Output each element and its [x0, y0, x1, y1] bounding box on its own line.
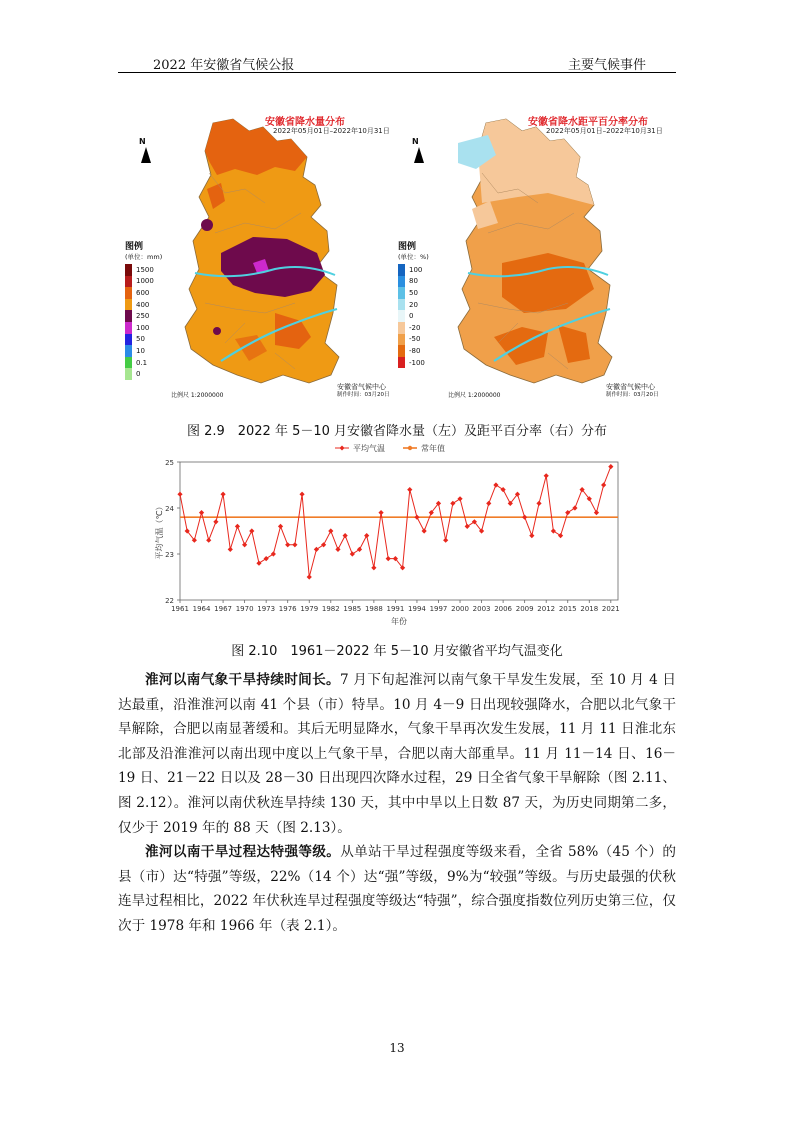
- legend-title: 图例: [398, 242, 417, 252]
- precipitation-anomaly-map: [398, 113, 670, 403]
- x-tick-label: 1988: [364, 605, 383, 613]
- x-tick-label: 1982: [321, 605, 340, 613]
- legend-swatch: [398, 264, 405, 276]
- legend-label: 50: [409, 288, 418, 297]
- legend-item: [398, 357, 458, 369]
- data-point: [343, 533, 348, 538]
- data-point: [551, 528, 556, 533]
- page-number: 13: [389, 1041, 405, 1055]
- legend-swatch: [125, 345, 132, 357]
- map-right-legend: [398, 239, 458, 368]
- x-tick-label: 1964: [192, 605, 211, 613]
- legend-unit: (单位：%): [398, 253, 429, 261]
- page-header: [118, 52, 676, 74]
- data-point: [271, 551, 276, 556]
- legend-swatch: [125, 322, 132, 334]
- credit-time: 制作时间：03月20日: [337, 392, 390, 398]
- data-point: [314, 547, 319, 552]
- para1-text: 7 月下旬起淮河以南气象干旱发生发展，至 10 月 4 日达最重，沿淮淮河以南 41 个县（市）特旱。10 月 4－9 日出现较强降水，合肥以北气象干旱解除，合肥以南显著缓和。其后无明显降水，气象干旱再次发生发展，11 月 11 日淮北东北部及沿淮淮河以南出现中度以上气象干旱，合肥以南大部重旱。11 月 11－14 日、16－19 日、21－22 日以及 28－30 日出现四次降水过程，29 日全省气象干旱解除（图 2.11、图 2.12）。淮河以南伏秋连旱持续 130 天，其中中旱以上日数 87 天，为历史同期第二多，仅少于 2019 年的 88 天（图 2.13）。: [118, 672, 677, 836]
- legend-item: [125, 368, 185, 380]
- data-point: [608, 464, 613, 469]
- data-point: [501, 487, 506, 492]
- legend-marker-mean: [340, 446, 345, 451]
- data-point: [357, 547, 362, 552]
- y-tick-label: 25: [165, 459, 174, 467]
- para2-text: 从单站干旱过程强度等级来看，全省 58%（45 个）的县（市）达“特强”等级，22%（14 个）达“强”等级，9%为“较强”等级。与历史最强的伏秋连旱过程相比，2022 年伏秋连旱过程强度等级达“特强”，综合强度指数位列历史第三位，仅次于 1978 年和 1966 年（表 2.1）。: [118, 844, 676, 934]
- x-tick-label: 2000: [451, 605, 469, 613]
- legend-label: 1500: [136, 265, 154, 274]
- legend-label: 0.1: [136, 358, 148, 367]
- data-point: [422, 528, 427, 533]
- map-left-scale: 比例尺 1:2000000: [171, 392, 224, 399]
- legend-label-normal: 常年值: [421, 444, 445, 453]
- legend-item: [398, 299, 458, 311]
- legend-item: [125, 322, 185, 334]
- legend-swatch: [398, 287, 405, 299]
- legend-label: 400: [136, 300, 150, 309]
- legend-swatch: [398, 357, 405, 369]
- legend-item: [398, 322, 458, 334]
- credit-time: 制作时间：03月20日: [606, 392, 659, 398]
- legend-swatch: [398, 345, 405, 357]
- legend-unit: (单位：mm): [125, 253, 163, 261]
- legend-label: 1000: [136, 277, 154, 286]
- legend-label: 0: [136, 370, 141, 379]
- legend-item: [398, 287, 458, 299]
- legend-label: 0: [409, 312, 414, 321]
- legend-item: [398, 276, 458, 288]
- x-tick-label: 2006: [494, 605, 513, 613]
- data-point: [594, 510, 599, 515]
- x-tick-label: 1973: [257, 605, 276, 613]
- y-tick-label: 23: [165, 551, 174, 559]
- legend-swatch: [398, 299, 405, 311]
- data-point: [601, 482, 606, 487]
- data-point: [364, 533, 369, 538]
- data-point: [443, 538, 448, 543]
- para2-lead: 淮河以南干旱过程达特强等级。: [145, 844, 341, 861]
- data-point: [256, 561, 261, 566]
- legend-item: [125, 310, 185, 322]
- legend-label: -100: [409, 358, 425, 367]
- data-point: [414, 515, 419, 520]
- data-point: [299, 492, 304, 497]
- x-tick-label: 2012: [537, 605, 556, 613]
- data-point: [264, 556, 269, 561]
- figure-2-10-caption: 图 2.10 1961－2022 年 5－10 月安徽省平均气温变化: [231, 644, 563, 659]
- x-tick-label: 1994: [408, 605, 426, 613]
- data-point: [199, 510, 204, 515]
- legend-item: [125, 299, 185, 311]
- y-tick-label: 24: [165, 505, 174, 513]
- temperature-chart-svg: [150, 440, 630, 635]
- x-tick-label: 1967: [214, 605, 232, 613]
- map-right-credit: [606, 383, 659, 399]
- data-point: [558, 533, 563, 538]
- legend-label: -80: [409, 346, 421, 355]
- data-point: [407, 487, 412, 492]
- north-arrow: N: [139, 137, 146, 146]
- figure-2-9-caption: 图 2.9 2022 年 5－10 月安徽省降水量（左）及距平百分率（右）分布: [186, 424, 608, 439]
- x-tick-label: 1961: [171, 605, 189, 613]
- map-right-subtitle: 2022年05月01日–2022年10月31日: [546, 127, 663, 135]
- map-right-title: 安徽省降水距平百分率分布: [528, 117, 648, 128]
- data-point: [307, 574, 312, 579]
- data-point: [321, 542, 326, 547]
- data-point: [378, 510, 383, 515]
- paragraph-drought-intensity: [118, 840, 676, 938]
- data-point: [350, 551, 355, 556]
- legend-item: [125, 276, 185, 288]
- data-point: [206, 538, 211, 543]
- data-point: [457, 496, 462, 501]
- legend-swatch: [125, 368, 132, 380]
- x-tick-label: 2021: [601, 605, 620, 613]
- data-point: [572, 505, 577, 510]
- legend-swatch: [125, 310, 132, 322]
- legend-item: [398, 334, 458, 346]
- legend-label: 100: [136, 323, 150, 332]
- legend-item: [125, 264, 185, 276]
- x-tick-label: 1976: [278, 605, 297, 613]
- paragraph-drought-duration: [118, 668, 676, 840]
- data-point: [465, 524, 470, 529]
- legend-label: 80: [409, 277, 418, 286]
- legend-swatch: [125, 299, 132, 311]
- header-left: 2022 年安徽省气候公报: [153, 58, 295, 73]
- header-rule: [118, 72, 676, 73]
- legend-item: [398, 345, 458, 357]
- x-tick-label: 2009: [515, 605, 534, 613]
- legend-swatch: [398, 322, 405, 334]
- data-point: [278, 524, 283, 529]
- legend-swatch: [125, 287, 132, 299]
- legend-label: -50: [409, 335, 421, 344]
- north-arrow-icon: [141, 147, 151, 163]
- legend-item: [125, 357, 185, 369]
- data-point: [565, 510, 570, 515]
- map-left-credit: [337, 383, 390, 399]
- data-point: [529, 533, 534, 538]
- body-text: [118, 668, 676, 939]
- data-point: [335, 547, 340, 552]
- data-point: [220, 492, 225, 497]
- x-tick-label: 1997: [429, 605, 448, 613]
- map-left-legend: [125, 239, 185, 380]
- para1-lead: 淮河以南气象干旱持续时间长。: [145, 672, 340, 688]
- legend-label: 20: [409, 300, 418, 309]
- data-point: [292, 542, 297, 547]
- legend-label: 10: [136, 346, 145, 355]
- legend-label: 250: [136, 312, 150, 321]
- north-arrow: N: [412, 137, 419, 146]
- data-point: [328, 528, 333, 533]
- data-point: [371, 565, 376, 570]
- x-tick-label: 2015: [558, 605, 577, 613]
- data-point: [242, 542, 247, 547]
- data-point: [544, 473, 549, 478]
- precipitation-map: [125, 113, 397, 403]
- header-right: 主要气候事件: [567, 58, 646, 73]
- legend-item: [125, 287, 185, 299]
- data-point: [249, 528, 254, 533]
- legend-label-mean: 平均气温: [353, 444, 385, 453]
- x-tick-label: 1985: [343, 605, 362, 613]
- legend-item: [125, 345, 185, 357]
- data-point: [522, 515, 527, 520]
- temperature-chart: [150, 440, 630, 635]
- data-point: [536, 501, 541, 506]
- legend-item: [125, 334, 185, 346]
- legend-label: 50: [136, 335, 145, 344]
- legend-swatch: [398, 310, 405, 322]
- data-point: [285, 542, 290, 547]
- data-point: [486, 501, 491, 506]
- map-left-title: 安徽省降水量分布: [265, 117, 345, 128]
- data-point: [213, 519, 218, 524]
- legend-swatch: [398, 334, 405, 346]
- y-axis-label: 平均气温（℃）: [155, 502, 164, 560]
- credit-org: 安徽省气候中心: [606, 383, 655, 391]
- legend-label: -20: [409, 323, 421, 332]
- x-tick-label: 2018: [580, 605, 599, 613]
- data-point: [493, 482, 498, 487]
- y-tick-label: 22: [165, 597, 174, 605]
- legend-item: [398, 264, 458, 276]
- legend-swatch: [125, 334, 132, 346]
- data-point: [228, 547, 233, 552]
- data-point: [386, 556, 391, 561]
- map-right-scale: 比例尺 1:2000000: [448, 392, 501, 399]
- legend-item: [398, 310, 458, 322]
- x-tick-label: 2003: [472, 605, 491, 613]
- x-tick-label: 1970: [235, 605, 254, 613]
- credit-org: 安徽省气候中心: [337, 383, 386, 391]
- legend-label: 100: [409, 265, 423, 274]
- legend-swatch: [125, 264, 132, 276]
- legend-marker-normal: [408, 446, 412, 450]
- x-tick-label: 1979: [300, 605, 319, 613]
- legend-label: 600: [136, 288, 150, 297]
- data-point: [177, 492, 182, 497]
- data-point: [450, 501, 455, 506]
- x-tick-label: 1991: [386, 605, 405, 613]
- legend-swatch: [398, 276, 405, 288]
- legend-swatch: [125, 276, 132, 288]
- legend-title: 图例: [125, 242, 144, 252]
- legend-swatch: [125, 357, 132, 369]
- map-left-subtitle: 2022年05月01日–2022年10月31日: [273, 127, 390, 135]
- x-axis-label: 年份: [391, 617, 407, 626]
- data-point: [235, 524, 240, 529]
- north-arrow-icon: [414, 147, 424, 163]
